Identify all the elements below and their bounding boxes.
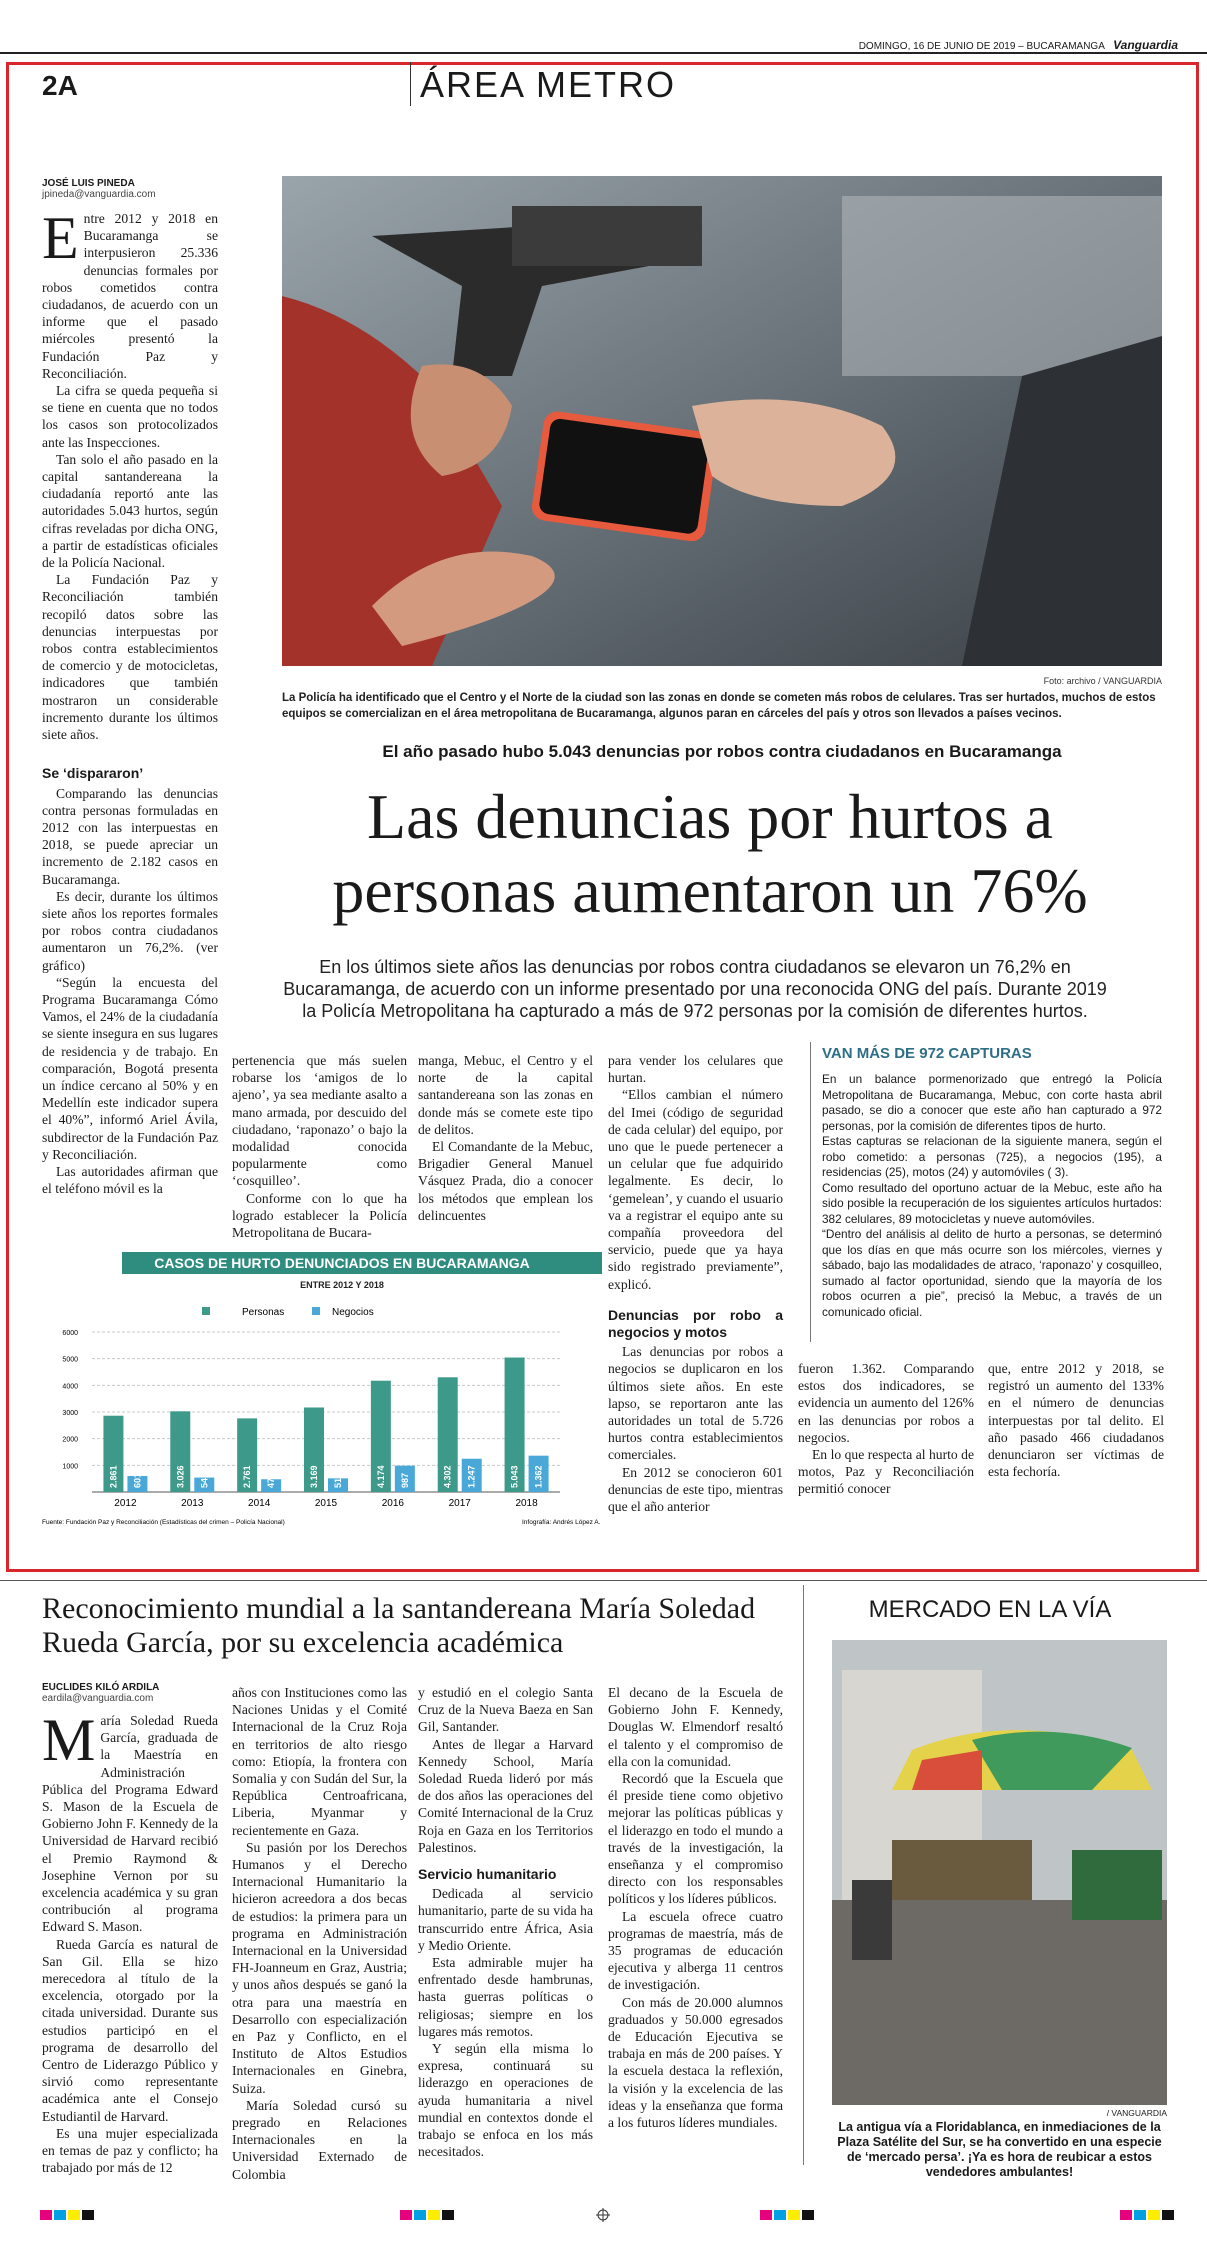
paragraph: Su pasión por los Derechos Humanos y el Derecho Internacional Humanitario la hicieron acreedora a dos becas de estudios: la primera para un programa en Administración Internacional en la Universidad FH-Joanneum en Graz, Austria; y unos años después se ganó la otra para una maestría en Desarrollo con especialización en Paz y Conflicto, en el Instituto de Altos Estudios Internacionales en Ginebra, Suiza. [232,1839,407,2096]
registration-bar [0,2208,1207,2222]
subheading: Se ‘dispararon’ [42,765,144,782]
headline-line: personas aumentaron un 76% [332,855,1088,926]
article-column-2 [232,1052,407,1241]
color-swatch [760,2210,772,2220]
article-column-6 [988,1360,1164,1480]
paragraph: aría Soledad Rueda García, graduada de la Maestría en Administración Pública del Programa Edward S. Mason de la Escuela de Gobierno John F. Kennedy de la Universidad de Harvard recibió el Premio Raymond & Josephine Vernon por su excelencia académica y su gran contribución al programa Edward S. Mason. [42,1713,218,1935]
paragraph: “Según la encuesta del Programa Bucaramanga Cómo Vamos, el 24% de la ciudadanía se siente insegura en sus lugares de residencia y de trabajo. En comparación, Bogotá presenta un índice cercano al 50% y en Medellín este indicador supera el 40%”, informó Ariel Ávila, subdirector de la Fundación Paz y Reconciliación. [42,974,218,1162]
legend-swatch-personas [202,1307,210,1315]
brand-logo: Vanguardia [1113,38,1178,52]
paragraph: para vender los celulares que hurtan. [608,1053,783,1086]
paragraph: Es decir, durante los últimos siete años los reportes formales por robos contra ciudadanos aumentaron un 76,2%. (ver gráfico) [42,888,218,973]
sidebar-title: VAN MÁS DE 972 CAPTURAS [822,1045,1032,1062]
color-swatch [40,2210,52,2220]
paragraph: El decano de la Escuela de Gobierno John F. Kennedy, Douglas W. Elmendorf resaltó el talento y el compromiso de ella con la comunidad. [608,1685,783,1769]
paragraph: años con Instituciones como las Naciones Unidas y el Comité Internacional de la Cruz Roja en territorios de alto riesgo como: Etiopía, la frontera con Somalia y con Sudán del Sur, la República Centroafricana, Liberia, Myanmar y recientemente en Gaza. [232,1685,407,1838]
bottom-headline: Reconocimiento mundial a la santandereana María Soledad Rueda García, por su excelencia académica [42,1592,756,1659]
paragraph: fueron 1.362. Comparando estos dos indicadores, se evidencia un aumento del 126% en las denuncias por robos a negocios. [798,1361,974,1445]
color-swatch [774,2210,786,2220]
paragraph: Comparando las denuncias contra personas formuladas en 2012 con las interpuestas en 2018, se puede apreciar un incremento de 2.182 casos en Bucaramanga. [42,785,218,887]
chart-svg [42,1252,601,1544]
sidebar-paragraph: En un balance pormenorizado que entregó la Policía Metropolitana de Bucaramanga, Mebuc, con corte hasta abril pasado, se dio a conocer que este año han capturado a 972 personas, por la comisión de diferentes tipos de hurto. [822,1072,1162,1133]
chart [42,1252,601,1544]
subheading: Denuncias por robo a negocios y motos [608,1306,783,1341]
byline-email[interactable]: jpineda@vanguardia.com [42,189,156,200]
sidebar-paragraph: “Dentro del análisis al delito de hurto a personas, se determinó que los días en que más ocurre son los miércoles, viernes y sábado, bajo las modalidades de atraco, ‘raponazo’ y cosquilleo, sumado al factor oportunidad, siendo que la mayoría de los robos ocurren a pie”, precisó la Mebuc, a través de un comunicado oficial. [822,1227,1162,1319]
data-label: 4.174 [375,1465,386,1488]
mercado-caption: La antigua vía a Floridablanca, en inmediaciones de la Plaza Satélite del Sur, se ha convertido en una especie de ‘mercado persa’. ¡Ya es hora de reubicar a estos vendedores ambulantes! [837,2120,1162,2179]
data-label: 478 [266,1472,277,1488]
kicker: El año pasado hubo 5.043 denuncias por robos contra ciudadanos en Bucaramanga [382,742,1062,761]
paragraph: Tan solo el año pasado en la capital santandereana la ciudadanía reportó ante las autoridades 5.043 hurtos, según cifras reveladas por dicha ONG, a partir de estadísticas oficiales de la Policía Nacional. [42,451,218,571]
byline-name: EUCLIDES KILÓ ARDILA [42,1682,160,1693]
bottom-column-2 [232,1684,407,2183]
paragraph: Y según ella misma lo expresa, continuará su liderazgo en operaciones de ayuda humanitaria a nivel mundial en contextos donde el trabajo se enfoca en los más necesitados. [418,2041,593,2160]
mercado-title: MERCADO EN LA VÍA [868,1596,1112,1623]
x-tick-label: 2016 [381,1498,404,1509]
mercado-credit: / VANGUARDIA [1106,2108,1167,2118]
y-tick-label: 3000 [62,1410,78,1417]
data-label: 1.247 [466,1465,477,1488]
paragraph: Es una mujer especializada en temas de paz y conflicto; ha trabajado por más de 12 [42,2125,218,2176]
chart-source: Fuente: Fundación Paz y Reconciliación (Estadísticas del crimen – Policía Nacional) [42,1519,285,1526]
color-swatch [1148,2210,1160,2220]
paragraph: Dedicada al servicio humanitario, parte de su vida ha transcurrido entre África, Asia y Medio Oriente. [418,1886,593,1953]
byline-name: JOSÉ LUIS PINEDA [42,178,135,189]
byline [42,178,222,200]
color-swatch [400,2210,412,2220]
legend-personas: Personas [242,1307,285,1318]
paragraph: Las autoridades afirman que el teléfono móvil es la [42,1163,218,1197]
paragraph: La cifra se queda pequeña si se tiene en cuenta que no todos los casos son protocolizados ante las Inspecciones. [42,383,218,450]
paragraph: Las denuncias por robos a negocios se duplicaron en los últimos siete años. En este lapso, se reportaron ante las autoridades un total de 5.726 hurtos contra establecimientos comerciales. [608,1344,783,1463]
data-label: 512 [333,1472,343,1488]
drop-cap: M [42,1707,96,1773]
color-swatch [414,2210,426,2220]
paragraph: La escuela ofrece cuatro programas de maestría, más de 35 programas de educación ejecutiva y alberga 11 centros de investigación. [608,1908,783,1993]
x-tick-label: 2014 [248,1498,271,1509]
paragraph: Esta admirable mujer ha enfrentado desde hambrunas, hasta guerras políticas o religiosas; siempre en los lugares más remotos. [418,1955,593,2039]
data-label: 2.861 [108,1465,119,1488]
article-column-1 [42,205,218,1197]
legend-swatch-negocios [312,1307,320,1315]
color-swatch [428,2210,440,2220]
paragraph: María Soledad cursó su pregrado en Relaciones Internacionales en la Universidad Externado de Colombia [232,2097,407,2182]
paragraph: El Comandante de la Mebuc, Brigadier General Manuel Vásquez Prada, dio a conocer los métodos que emplean los delincuentes [418,1139,593,1223]
sidebar-box [822,1045,1162,1320]
paragraph: Recordó que la Escuela que él preside tiene como objetivo mejorar las políticas públicas y el liderazgo en todo el mundo a través de la investigación, la enseñanza y el compromiso directo con los responsables políticos y los líderes públicos. [608,1771,783,1907]
chart-credit: Infografía: Andrés López A. [522,1519,601,1526]
section-title: ÁREA METRO [420,64,677,105]
color-swatch [1162,2210,1174,2220]
color-swatch [1120,2210,1132,2220]
data-label: 3.026 [175,1465,186,1488]
color-swatch [82,2210,94,2220]
article-column-4 [608,1052,783,1515]
x-tick-label: 2018 [515,1498,538,1509]
paragraph: La Fundación Paz y Reconciliación también recopiló datos sobre las denuncias interpuestas por robos contra establecimientos de comercio y de motocicletas, indicadores que también mostraron un considerable incremento durante los últimos siete años. [42,572,218,743]
paragraph: Conforme con lo que ha logrado establecer la Policía Metropolitana de Bucara- [232,1190,407,1241]
color-swatch [68,2210,80,2220]
section-divider [410,62,411,106]
mercado-photo [832,1640,1167,2105]
color-swatch [788,2210,800,2220]
paragraph: y estudió en el colegio Santa Cruz de la Nueva Baeza en San Gil, Santander. [418,1685,593,1735]
headline [250,780,1170,928]
page-number: 2A [42,70,78,101]
issue-date: DOMINGO, 16 DE JUNIO DE 2019 – BUCARAMANGA [858,41,1105,52]
data-label: 2.761 [242,1465,253,1488]
chart-subtitle: ENTRE 2012 Y 2018 [300,1280,384,1290]
chart-title: CASOS DE HURTO DENUNCIADOS EN BUCARAMANGA [154,1255,530,1271]
headline-line: Las denuncias por hurtos a [366,781,1054,852]
bottom-column-3 [418,1684,593,2160]
y-tick-label: 5000 [62,1356,78,1364]
photo-illustration [282,176,1162,666]
photo-credit: Foto: archivo / VANGUARDIA [1043,676,1162,686]
paragraph: manga, Mebuc, el Centro y el norte de la capital santandereana son las zonas en donde más se comete este tipo de delitos. [418,1053,593,1137]
paragraph: Antes de llegar a Harvard Kennedy School, María Soledad Rueda lideró por más de dos años las operaciones del Comité Internacional de la Cruz Roja en Gaza en los Territorios Palestinos. [418,1736,593,1855]
paragraph: pertenencia que más suelen robarse los ‘amigos de lo ajeno’, ya sea mediante asalto a mano armada, por descuido del ciudadano, ‘raponazo’ o bajo la modalidad conocida popularmente como ‘cosquilleo’. [232,1053,407,1189]
article-column-3 [418,1052,593,1224]
bottom-column-4 [608,1684,783,2131]
y-tick-label: 4000 [62,1383,78,1391]
paragraph: “Ellos cambian el número del Imei (código de seguridad de cada celular) del equipo, por uno que le puede pertenecer a un celular que fue adquirido legalmente. Es decir, lo ‘gemelean’, y cuando el usuario va a registrar el equipo ante su compañía proveedora del servicio, puede que ya haya sido registrado previamente”, explicó. [608,1087,783,1292]
header-bar [848,38,1178,52]
paragraph: que, entre 2012 y 2018, se registró un aumento del 133% en el número de denuncias interpuestas por tal delito. El año pasado 466 ciudadanos denunciaron ser víctimas de esta fechoría. [988,1361,1164,1480]
bottom-byline [42,1682,222,1704]
paragraph: Con más de 20.000 alumnos graduados y 50.000 egresados de Educación Ejecutiva se trabaja en más de 200 países. Y la escuela destaca la reflexión, la visión y la excelencia de las ideas y la enseñanza que forma a los futuros líderes mundiales. [608,1994,783,2131]
bottom-column-1 [42,1707,218,2176]
color-swatch [54,2210,66,2220]
color-swatch [442,2210,454,2220]
data-label: 4.302 [442,1465,453,1488]
mercado-illustration [832,1640,1167,2105]
paragraph: Rueda García es natural de San Gil. Ella se hizo merecedora al título de la excelencia, otorgado por la citada universidad. Durante sus estudios participó en el programa de desarrollo del Centro de Liderazgo Público y sirvió como representante académica ante el Consejo Estudiantil de Harvard. [42,1936,218,2124]
data-label: 5.043 [509,1465,520,1488]
y-tick-label: 6000 [62,1330,78,1337]
article-column-5 [798,1360,974,1498]
y-tick-label: 1000 [62,1463,78,1471]
header-rule [0,52,1207,54]
dek: En los últimos siete años las denuncias por robos contra ciudadanos se elevaron un 76,2% en Bucaramanga, de acuerdo con un informe presentado por una reconocida ONG del país. Durante 2019 la Policía Metropolitana ha capturado a más de 972 personas por la comisión de diferentes hurtos. [283,957,1107,1021]
lead-photo [282,176,1162,666]
color-swatch [1134,2210,1146,2220]
data-label: 3.169 [309,1465,319,1488]
color-swatch [802,2210,814,2220]
subheading: Servicio humanitario [418,1866,557,1883]
y-tick-label: 2000 [62,1436,78,1444]
data-label: 541 [199,1472,210,1488]
sidebar-paragraph: Estas capturas se relacionan de la siguiente manera, según el robo cometido: a personas (725), a negocios (195), a residencias (25), motos (24) y automóviles ( 3). [822,1134,1162,1179]
byline-email[interactable]: eardila@vanguardia.com [42,1693,154,1704]
section-rule [0,1580,1207,1581]
sidebar-rule [810,1042,811,1342]
photo-caption: La Policía ha identificado que el Centro y el Norte de la ciudad son las zonas en donde se cometen más robos de celulares. Tras ser hurtados, muchos de estos equipos se comercializan en el área metropolitana de Bucaramanga, algunos paran en cárceles del país y otros son llevados a países vecinos. [282,692,1156,720]
paragraph: En 2012 se conocieron 601 denuncias de este tipo, mientras que el año anterior [608,1464,783,1515]
sidebar-paragraph: Como resultado del oportuno actuar de la Mebuc, este año ha sido posible la recuperación de los siguientes artículos hurtados: 382 celulares, 89 motocicletas y nueve automóviles. [822,1180,1162,1226]
x-tick-label: 2015 [314,1498,338,1509]
x-tick-label: 2013 [181,1498,204,1509]
legend-negocios: Negocios [332,1307,374,1318]
mercado-rule [803,1585,804,2165]
data-label: 1.362 [533,1465,544,1488]
data-label: 987 [399,1472,410,1488]
data-label: 601 [132,1472,143,1488]
paragraph: ntre 2012 y 2018 en Bucaramanga se interpusieron 25.336 denuncias formales por robos cometidos contra ciudadanos, de acuerdo con un informe que el pasado miércoles presentó la Fundación Paz y Reconciliación. [42,211,218,381]
x-tick-label: 2012 [114,1498,137,1509]
x-tick-label: 2017 [448,1498,471,1509]
paragraph: En lo que respecta al hurto de motos, Paz y Reconciliación permitió conocer [798,1447,974,1497]
drop-cap: E [42,205,79,271]
